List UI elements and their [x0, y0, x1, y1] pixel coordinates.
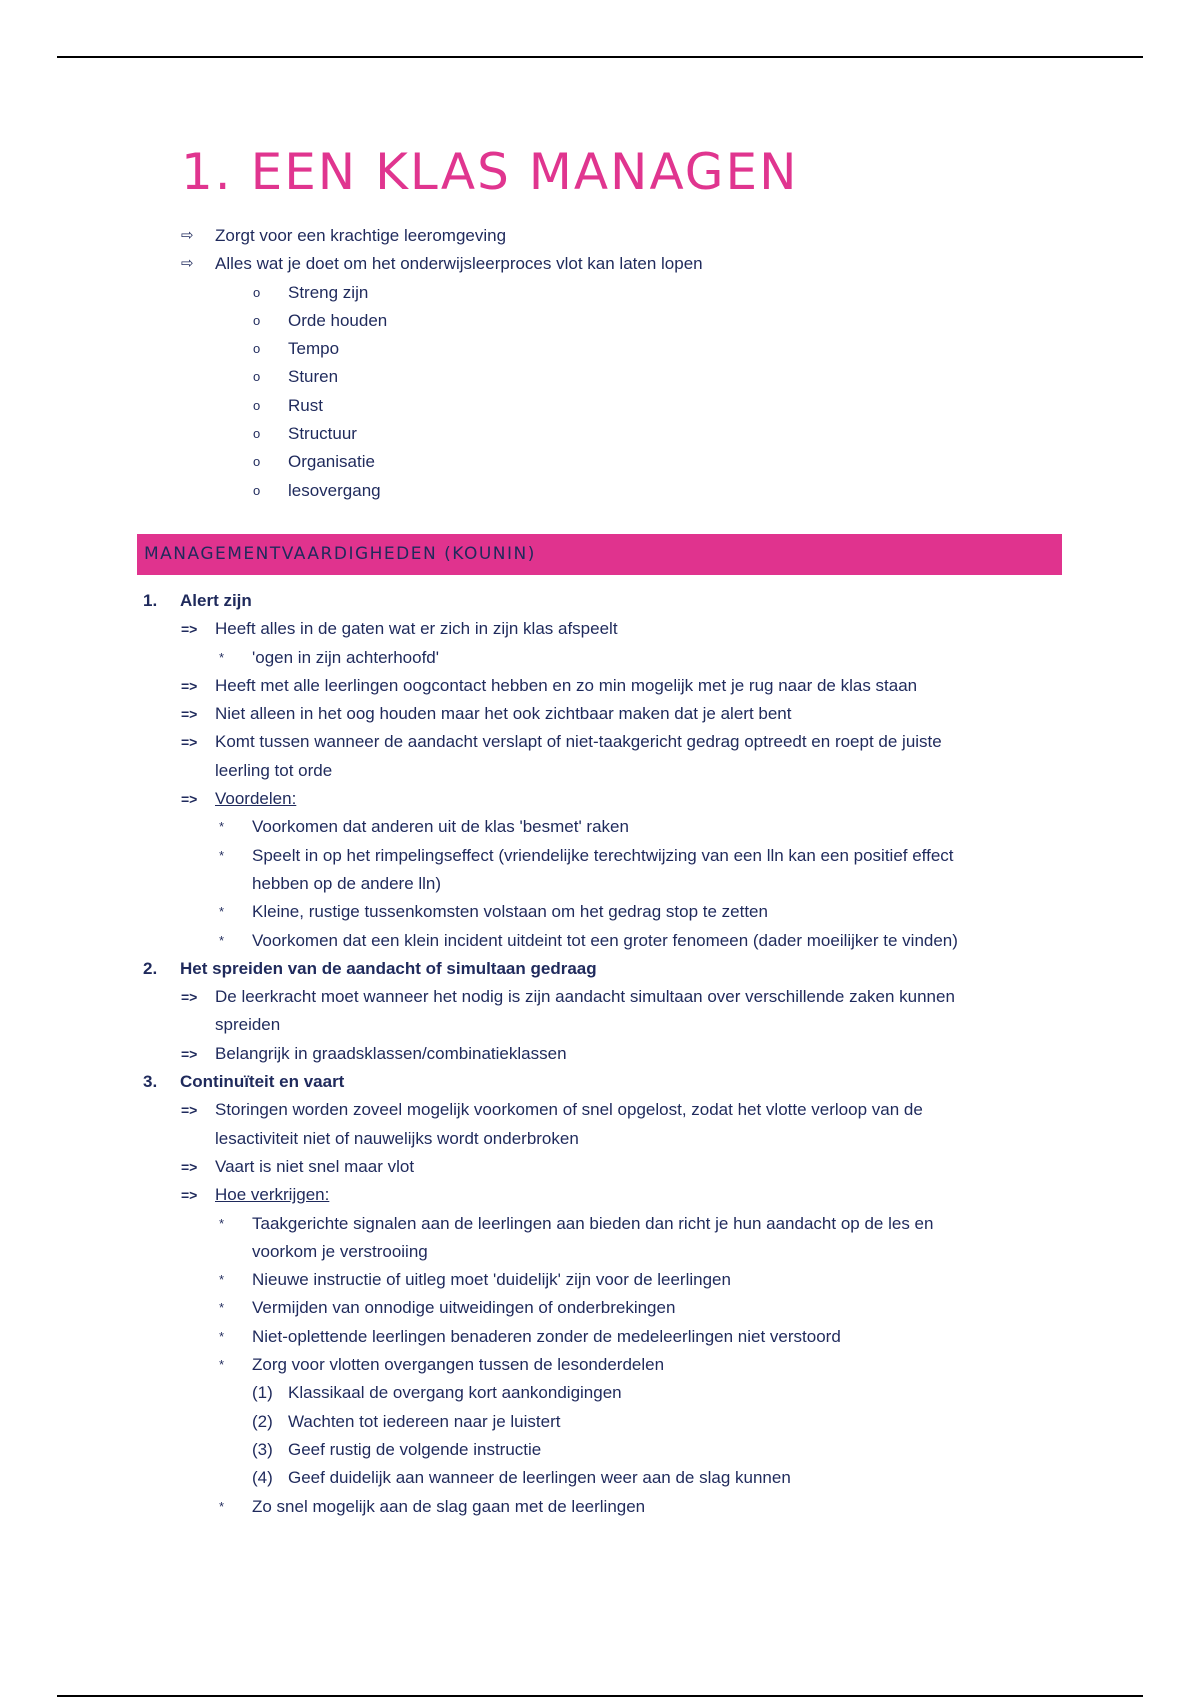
- star-bullet-icon: *: [219, 1272, 225, 1288]
- list-item: => Hoe verkrijgen:: [0, 1181, 1200, 1209]
- star-bullet-icon: *: [219, 932, 225, 948]
- arrow-icon: ⇨: [181, 255, 194, 273]
- numbered-step: (4) Geef duidelijk aan wanneer de leerlingen weer aan de slag kunnen: [252, 1468, 791, 1488]
- list-item: => Storingen worden zoveel mogelijk voorkomen of snel opgelost, zodat het vlotte verloop van de: [0, 1096, 1200, 1124]
- list-item: => Heeft alles in de gaten wat er zich in zijn klas afspeelt: [0, 615, 1200, 643]
- list-item: => Belangrijk in graadsklassen/combinatieklassen: [0, 1040, 1200, 1068]
- list-item: * Speelt in op het rimpelingseffect (vriendelijke terechtwijzing van een lln kan een positief effect: [0, 842, 1200, 870]
- circle-bullet-icon: o: [253, 482, 261, 498]
- numbered-step: (2) Wachten tot iedereen naar je luistert: [252, 1411, 561, 1431]
- skills-list: [0, 587, 1200, 1521]
- arrow-icon: ⇨: [181, 227, 194, 244]
- list-item: * Taakgerichte signalen aan de leerlingen aan bieden dan richt je hun aandacht op de les en: [0, 1210, 1200, 1238]
- star-bullet-icon: *: [219, 904, 225, 920]
- star-bullet-icon: *: [219, 1215, 225, 1231]
- section-heading-bar: [137, 534, 1062, 575]
- list-item-continuation: leerling tot orde: [215, 760, 333, 780]
- star-bullet-icon: *: [219, 649, 225, 665]
- top-rule: [57, 56, 1143, 58]
- arrow-icon: =>: [181, 1102, 198, 1119]
- arrow-icon: =>: [181, 621, 198, 638]
- star-bullet-icon: *: [219, 1328, 225, 1344]
- intro-bullet: ⇨ Zorgt voor een krachtige leeromgeving: [0, 222, 1200, 250]
- arrow-icon: =>: [181, 1158, 198, 1175]
- arrow-icon: =>: [181, 1045, 198, 1062]
- star-bullet-icon: *: [219, 1498, 225, 1514]
- arrow-icon: =>: [181, 706, 198, 723]
- list-item: => Heeft met alle leerlingen oogcontact hebben en zo min mogelijk met je rug naar de klas staan: [0, 672, 1200, 700]
- arrow-icon: =>: [181, 734, 198, 751]
- list-item-continuation: spreiden: [215, 1015, 281, 1035]
- list-item: => Vaart is niet snel maar vlot: [0, 1153, 1200, 1181]
- intro-subitem: o Tempo: [0, 335, 1200, 363]
- list-item: => Niet alleen in het oog houden maar het ook zichtbaar maken dat je alert bent: [0, 700, 1200, 728]
- arrow-icon: =>: [181, 989, 198, 1006]
- intro-subitem: o Organisatie: [0, 448, 1200, 476]
- list-item: => Voordelen:: [0, 785, 1200, 813]
- list-item: * 'ogen in zijn achterhoofd': [0, 644, 1200, 672]
- list-item: * Voorkomen dat anderen uit de klas 'besmet' raken: [0, 813, 1200, 841]
- list-item: * Zo snel mogelijk aan de slag gaan met de leerlingen: [0, 1493, 1200, 1521]
- list-item: * Vermijden van onnodige uitweidingen of onderbrekingen: [0, 1294, 1200, 1322]
- section-heading: MANAGEMENTVAARDIGHEDEN (KOUNIN): [144, 544, 536, 564]
- list-item: * Niet-oplettende leerlingen benaderen zonder de medeleerlingen niet verstoord: [0, 1323, 1200, 1351]
- intro-subitem: o Streng zijn: [0, 279, 1200, 307]
- circle-bullet-icon: o: [253, 284, 261, 300]
- intro-subitem: o Sturen: [0, 363, 1200, 391]
- arrow-icon: =>: [181, 791, 198, 808]
- list-item-heading: 2. Het spreiden van de aandacht of simultaan gedraag: [143, 958, 597, 978]
- page-title: 1. EEN KLAS MANAGEN: [181, 143, 799, 201]
- intro-subitem: o Rust: [0, 392, 1200, 420]
- bottom-rule: [57, 1695, 1143, 1697]
- star-bullet-icon: *: [219, 847, 225, 863]
- list-item-continuation: hebben op de andere lln): [252, 873, 442, 893]
- star-bullet-icon: *: [219, 1357, 225, 1373]
- list-item-continuation: voorkom je verstrooiing: [252, 1241, 428, 1261]
- list-item: * Voorkomen dat een klein incident uitdeint tot een groter fenomeen (dader moeilijker te vinden): [0, 927, 1200, 955]
- numbered-step: (3) Geef rustig de volgende instructie: [252, 1439, 542, 1459]
- list-item-heading: 1. Alert zijn: [143, 591, 252, 610]
- circle-bullet-icon: o: [253, 454, 261, 470]
- list-item: * Nieuwe instructie of uitleg moet 'duidelijk' zijn voor de leerlingen: [0, 1266, 1200, 1294]
- arrow-icon: =>: [181, 1187, 198, 1204]
- star-bullet-icon: *: [219, 1300, 225, 1316]
- intro-subitem: o lesovergang: [0, 477, 1200, 505]
- circle-bullet-icon: o: [253, 426, 261, 442]
- list-item: => Komt tussen wanneer de aandacht verslapt of niet-taakgericht gedrag optreedt en roept de juiste: [0, 728, 1200, 756]
- circle-bullet-icon: o: [253, 369, 261, 385]
- list-item-continuation: lesactiviteit niet of nauwelijks wordt onderbroken: [215, 1128, 579, 1148]
- intro-subitem: o Structuur: [0, 420, 1200, 448]
- circle-bullet-icon: o: [253, 341, 261, 357]
- list-item: => De leerkracht moet wanneer het nodig is zijn aandacht simultaan over verschillende zaken kunnen: [0, 983, 1200, 1011]
- star-bullet-icon: *: [219, 819, 225, 835]
- intro-bullet: ⇨ Alles wat je doet om het onderwijsleerproces vlot kan laten lopen: [0, 250, 1200, 278]
- numbered-step: (1) Klassikaal de overgang kort aankondigingen: [252, 1383, 622, 1403]
- list-item-heading: 3. Continuïteit en vaart: [143, 1072, 345, 1092]
- circle-bullet-icon: o: [253, 312, 261, 328]
- list-item: * Zorg voor vlotten overgangen tussen de lesonderdelen: [0, 1351, 1200, 1379]
- arrow-icon: =>: [181, 677, 198, 694]
- list-item: * Kleine, rustige tussenkomsten volstaan om het gedrag stop te zetten: [0, 898, 1200, 926]
- circle-bullet-icon: o: [253, 397, 261, 413]
- intro-list: [0, 222, 1200, 505]
- intro-subitem: o Orde houden: [0, 307, 1200, 335]
